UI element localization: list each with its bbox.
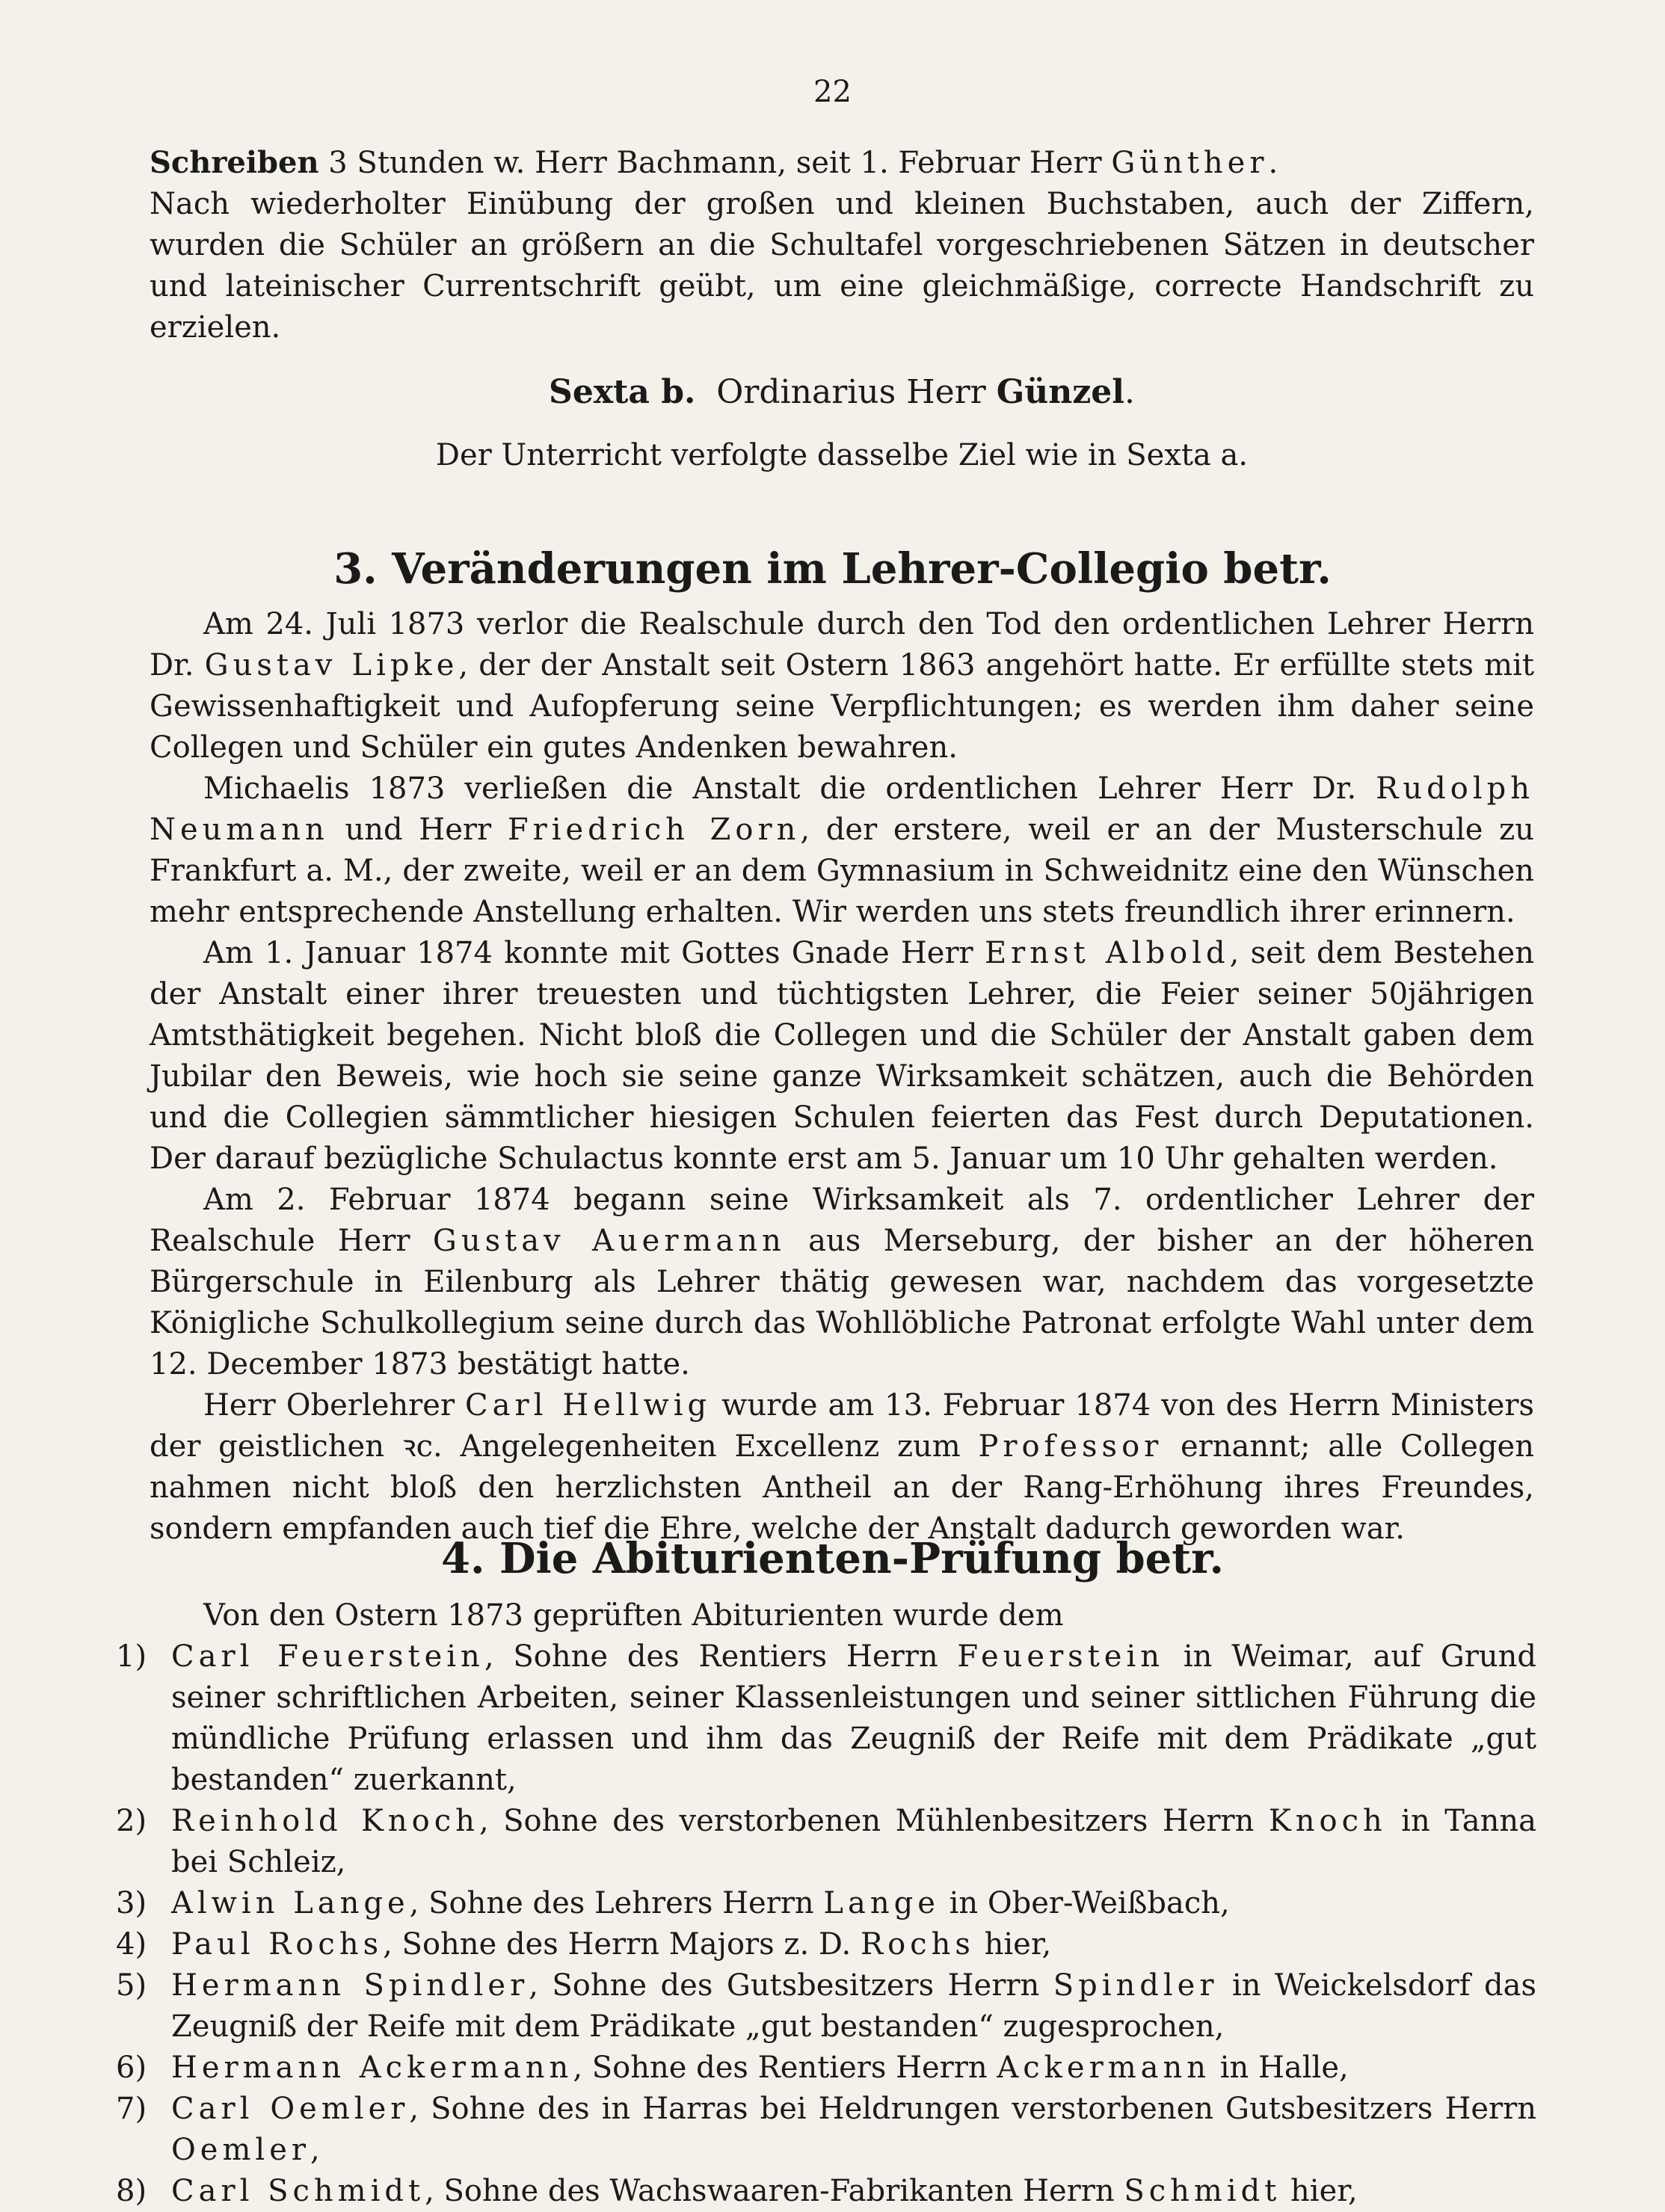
student-name: Carl Feuerstein	[171, 1639, 484, 1674]
item-text-a: , Sohne des in Harras bei Heldrungen verstorbenen Gutsbesitzers Herrn	[409, 2092, 1536, 2126]
p2-text-b: und Herr	[328, 813, 508, 847]
item-number: 8)	[116, 2174, 147, 2208]
item-number: 6)	[116, 2051, 147, 2085]
item-text	[171, 1924, 1536, 1965]
p4-text-b: aus Merseburg, der bisher an der höheren Bürgerschule in Eilenburg als Lehrer thätig gewesen war, nachdem das vorgesetzte Königliche Schulkollegium seine durch das Wohllöbliche Patronat erfolgte Wahl unter dem 12. December 1873 bestätigt hatte.	[150, 1224, 1535, 1381]
person-name: Friedrich Zorn	[507, 813, 801, 847]
list-item	[116, 1883, 1536, 1924]
list-item	[116, 2171, 1536, 2212]
teacher-name: Günther	[1111, 146, 1269, 180]
student-name: Paul Rochs	[171, 1927, 384, 1962]
item-text-b: ,	[310, 2133, 320, 2167]
section4-intro-text: Von den Ostern 1873 geprüften Abiturienten wurde dem	[203, 1598, 1064, 1633]
item-text-b: in Ober-Weißbach,	[939, 1886, 1230, 1920]
item-text-a: , Sohne des Lehrers Herrn	[409, 1886, 824, 1920]
list-item	[116, 1924, 1536, 1965]
list-item	[116, 1801, 1536, 1883]
item-text	[171, 2089, 1536, 2171]
section3-paragraph-2	[150, 768, 1534, 933]
schreiben-heading-line	[150, 142, 1534, 184]
abiturienten-list	[116, 1636, 1536, 2212]
item-text-b: hier,	[1281, 2174, 1358, 2208]
item-number: 1)	[116, 1639, 147, 1674]
p2-text-a: Michaelis 1873 verließen die Anstalt die ordentlichen Lehrer Herr Dr.	[203, 771, 1376, 806]
student-name: Hermann Spindler	[171, 1968, 529, 2003]
page-number: 22	[813, 75, 852, 109]
title-professor: Professor	[978, 1429, 1163, 1464]
parent-name: Lange	[823, 1886, 940, 1920]
item-text	[171, 2048, 1536, 2089]
section3-paragraph-4	[150, 1180, 1534, 1385]
sexta-b-end: .	[1124, 373, 1135, 411]
item-text-b: in Weimar, auf Grund seiner schriftlichen Arbeiten, seiner Klassenleistungen und seiner sittlichen Führung die mündliche Prüfung erlassen und ihm das Zeugniß der Reife mit dem Prädikate „gut bestanden“ zuerkannt,	[171, 1639, 1536, 1797]
person-name: Rudolph Neumann	[150, 771, 1534, 847]
section3-paragraph-1	[150, 604, 1534, 768]
person-name: Gustav Lipke	[204, 648, 459, 683]
item-text-a: , Sohne des Rentiers Herrn	[484, 1639, 958, 1674]
student-name: Carl Oemler	[171, 2092, 410, 2126]
p1-text-a: Am 24. Juli 1873 verlor die Realschule durch den Tod den ordentlichen Lehrer Herrn Dr.	[150, 607, 1534, 683]
p5-text-b: wurde am 13. Februar 1874 von des Herrn Ministers der geistlichen ꝛc. Angelegenheiten Excellenz zum	[150, 1388, 1535, 1464]
item-text	[171, 1965, 1536, 2048]
schreiben-rest: 3 Stunden w. Herr Bachmann, seit 1. Februar Herr	[318, 146, 1112, 180]
item-text-b: in Tanna bei Schleiz,	[171, 1804, 1536, 1879]
item-text-a: , Sohne des Herrn Majors z. D.	[383, 1927, 861, 1962]
item-number: 3)	[116, 1886, 147, 1920]
person-name: Gustav Auermann	[432, 1224, 786, 1258]
item-text-a: , Sohne des Wachswaaren-Fabrikanten Herrn	[425, 2174, 1124, 2208]
list-item	[116, 2089, 1536, 2171]
section3-body	[150, 604, 1534, 1550]
sexta-b-text: Der Unterricht verfolgte dasselbe Ziel wie in Sexta a.	[435, 438, 1249, 472]
item-number: 4)	[116, 1927, 147, 1962]
sexta-b-section	[150, 372, 1534, 476]
sexta-b-ordinarius: Ordinarius Herr	[716, 373, 986, 411]
p5-text-c: ernannt; alle Collegen nahmen nicht bloß den herzlichsten Antheil an der Rang-Erhöhung ihres Freundes, sondern empfanden auch tief die Ehre, welche der Anstalt dadurch geworden war.	[150, 1429, 1534, 1546]
parent-name: Ackermann	[997, 2051, 1211, 2085]
p3-text-a: Am 1. Januar 1874 konnte mit Gottes Gnade Herr	[203, 936, 985, 970]
p2-text-c: , der erstere, weil er an der Musterschule zu Frankfurt a. M., der zweite, weil er an dem Gymnasium in Schweidnitz eine den Wünschen mehr entsprechende Anstellung erhalten. Wir werden uns stets freundlich ihrer erinnern.	[150, 813, 1535, 929]
item-number: 7)	[116, 2092, 147, 2126]
student-name: Reinhold Knoch	[171, 1804, 479, 1838]
item-number: 2)	[116, 1804, 147, 1838]
p1-text-b: , der der Anstalt seit Ostern 1863 angehört hatte. Er erfüllte stets mit Gewissenhaftigkeit und Aufopferung seine Verpflichtungen; es werden ihm daher seine Collegen und Schüler ein gutes Andenken bewahren.	[150, 648, 1534, 765]
p4-text-a: Am 2. Februar 1874 begann seine Wirksamkeit als 7. ordentlicher Lehrer der Realschule Herr	[150, 1183, 1534, 1258]
student-name: Carl Schmidt	[171, 2174, 425, 2208]
sexta-b-name: Günzel	[996, 373, 1124, 411]
item-text	[171, 1883, 1536, 1924]
list-item	[116, 2048, 1536, 2089]
parent-name: Schmidt	[1124, 2174, 1281, 2208]
parent-name: Spindler	[1053, 1968, 1219, 2003]
item-text-a: , Sohne des verstorbenen Mühlenbesitzers Herrn	[478, 1804, 1269, 1838]
sexta-b-heading	[150, 372, 1534, 413]
section4-intro	[150, 1595, 1534, 1636]
section3-paragraph-5	[150, 1385, 1534, 1550]
item-text-b: in Weickelsdorf das Zeugniß der Reife mit dem Prädikate „gut bestanden“ zugesprochen,	[171, 1968, 1536, 2044]
item-text	[171, 1636, 1536, 1801]
schreiben-text: Nach wiederholter Einübung der großen und kleinen Buchstaben, auch der Ziffern, wurden die Schüler an größern an die Schultafel vorgeschriebenen Sätzen in deutscher und lateinischer Currentschrift geübt, um eine gleichmäßige, correcte Handschrift zu erzielen.	[150, 187, 1534, 345]
parent-name: Rochs	[860, 1927, 975, 1962]
item-text-b: hier,	[974, 1927, 1052, 1962]
student-name: Hermann Ackermann	[171, 2051, 573, 2085]
parent-name: Oemler	[171, 2133, 310, 2167]
item-text	[171, 2171, 1536, 2212]
person-name: Ernst Albold	[984, 936, 1230, 970]
item-text	[171, 1801, 1536, 1883]
section3-paragraph-3	[150, 933, 1534, 1180]
list-item	[116, 1636, 1536, 1801]
item-text-a: , Sohne des Rentiers Herrn	[573, 2051, 997, 2085]
list-item	[116, 1965, 1536, 2048]
item-text-a: , Sohne des Gutsbesitzers Herrn	[529, 1968, 1053, 2003]
schreiben-label: Schreiben	[150, 145, 319, 180]
student-name: Alwin Lange	[171, 1886, 410, 1920]
p5-text-a: Herr Oberlehrer	[203, 1388, 466, 1423]
schreiben-end: .	[1268, 146, 1278, 180]
person-name: Carl Hellwig	[465, 1388, 712, 1423]
section3-heading: 3. Veränderungen im Lehrer-Collegio betr.	[333, 544, 1332, 594]
parent-name: Knoch	[1268, 1804, 1387, 1838]
parent-name: Feuerstein	[957, 1639, 1165, 1674]
p3-text-b: , seit dem Bestehen der Anstalt einer ihrer treuesten und tüchtigsten Lehrer, die Feier seiner 50jährigen Amtsthätigkeit begehen. Nicht bloß die Collegen und die Schüler der Anstalt gaben dem Jubilar den Beweis, wie hoch sie seine ganze Wirksamkeit schätzen, auch die Behörden und die Collegien sämmtlicher hiesigen Schulen feierten das Fest durch Deputationen. Der darauf bezügliche Schulactus konnte erst am 5. Januar um 10 Uhr gehalten werden.	[150, 936, 1534, 1176]
item-text-b: in Halle,	[1210, 2051, 1349, 2085]
section4-heading: 4. Die Abiturienten-Prüfung betr.	[441, 1534, 1224, 1583]
sexta-b-title: Sexta b.	[549, 373, 696, 411]
item-number: 5)	[116, 1968, 147, 2003]
schreiben-section	[150, 142, 1534, 348]
